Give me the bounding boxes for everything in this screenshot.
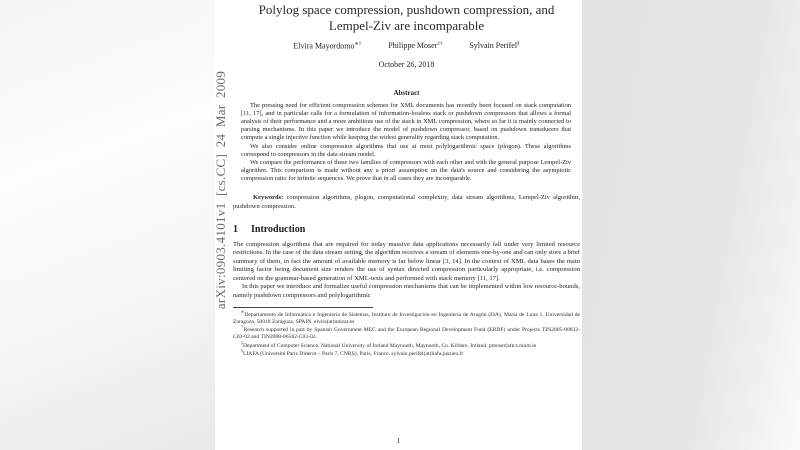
footnote-marker: † bbox=[241, 324, 244, 330]
keywords-paragraph bbox=[233, 194, 580, 211]
author-name: Philippe Moser bbox=[388, 41, 438, 51]
backdrop-right bbox=[582, 0, 800, 450]
introduction-paragraph: In this paper we introduce and formalize useful compression mechanisms that can be implemented within low resource-bounds, namely pushdown compressors and polylogarithmic bbox=[233, 283, 580, 299]
author-mayordomo bbox=[293, 41, 361, 51]
footnote-marker: ‡ bbox=[241, 339, 243, 345]
author-footnote-marks: § bbox=[517, 41, 520, 47]
introduction-paragraph: The compression algorithms that are required for today massive data applications necessarily fall under very limited resource restrictions. In the case of the data stream setting, the algorithm receives a stream of elements one-by-one and can only store a brief summary of them, in fact the amount of available memory is far below linear [3, 14]. In the context of XML data bases the main limiting factor being document size renders the use of syntax directed compression particularly appropriate, i.e. compression centered on the grammar-based generation of XML-texts and performed with stack memory [11, 17]. bbox=[233, 241, 580, 282]
footnote-marker: § bbox=[241, 348, 243, 354]
footnote-text: Research supported in part by Spanish Government MEC and the European Regional Development Fund (ERDF) under Projects TIN2005-08832-C03-02 and TIN2008-06582-C03-02. bbox=[233, 327, 581, 340]
footnote bbox=[233, 310, 580, 325]
author-moser bbox=[388, 41, 442, 51]
abstract-paragraph: The pressing need for efficient compression schemes for XML documents has recently been focused on stack computation [11, 17], and in particular calls for a formulation of information-lossless stack or pushdown compressors that allows a formal analysis of their performance and a more ambitious use of the stack in XML compression, where so far it is mainly connected to parsing mechanisms. In this paper we introduce the model of pushdown compressor, based on pushdown transducers that compute a single injective function while keeping the widest generality regarding stack computation. bbox=[241, 101, 571, 142]
author-row bbox=[233, 41, 580, 51]
paper-date: October 26, 2018 bbox=[378, 59, 435, 69]
paper-title: Polylog space compression, pushdown compression, and Lempel-Ziv are incomparable bbox=[258, 2, 555, 34]
footnote bbox=[233, 341, 580, 350]
author-footnote-marks: ‡† bbox=[437, 41, 443, 47]
introduction-body bbox=[233, 241, 580, 300]
author-name: Sylvain Perifel bbox=[469, 41, 518, 51]
footnote-marker: ∗ bbox=[241, 309, 245, 315]
backdrop-left bbox=[0, 0, 215, 450]
author-footnote-marks: ∗† bbox=[354, 42, 362, 48]
page-number: 1 bbox=[396, 437, 401, 445]
section-heading-introduction bbox=[233, 224, 580, 235]
footnote bbox=[233, 325, 580, 340]
arxiv-watermark: arXiv:0903.4101v1 [cs.CC] 24 Mar 2009 bbox=[213, 70, 228, 310]
author-name: Elvira Mayordomo bbox=[293, 41, 355, 51]
footnote-rule bbox=[233, 307, 373, 308]
keywords-text: compression algorithms, plogon, computational complexity, data stream algorithms, Lempel-Ziv algorithm, pushdown compression. bbox=[233, 194, 580, 210]
footnote bbox=[233, 349, 580, 358]
abstract-paragraph: We compare the performance of these two families of compressors with each other and with the general purpose Lempel-Ziv algorithm. This comparison is made without any a priori assumption on the data's source and considering the asymptotic compression ratio for infinite sequences. We prove that in all cases they are incomparable. bbox=[241, 158, 571, 182]
footnotes bbox=[233, 310, 580, 358]
footnote-text: LIAFA (Université Paris Diderot – Paris 7, CNRS), Paris, France. sylvain.perifel(at)liafa.jussieu.fr bbox=[243, 351, 464, 358]
abstract-paragraph: We also consider online compression algorithms that use at most polylogarithmic space (plogon). These algorithms correspond to compressors in the data stream model. bbox=[241, 142, 571, 158]
page-content bbox=[215, 0, 582, 450]
footnote-text: Department of Computer Science, National University of Ireland Maynooth, Maynooth, Co. Kildare, Ireland. pmoser(at)cs.nuim.ie bbox=[243, 342, 537, 349]
abstract-body bbox=[241, 102, 571, 183]
section-title: Introduction bbox=[251, 224, 306, 235]
footnote-text: Departamento de Informática e Ingeniería de Sistemas, Instituto de Investigación en Ingeniería de Aragón (I3A), María de Luna 1, Universidad de Zaragoza, 50018 Zaragoza, SPAIN. elvira(at)unizar.es bbox=[233, 311, 580, 325]
section-number: 1 bbox=[233, 224, 238, 235]
abstract-heading: Abstract bbox=[393, 88, 420, 97]
keywords-label: Keywords: bbox=[253, 194, 284, 202]
author-perifel bbox=[469, 41, 519, 51]
paper-page bbox=[215, 0, 582, 450]
